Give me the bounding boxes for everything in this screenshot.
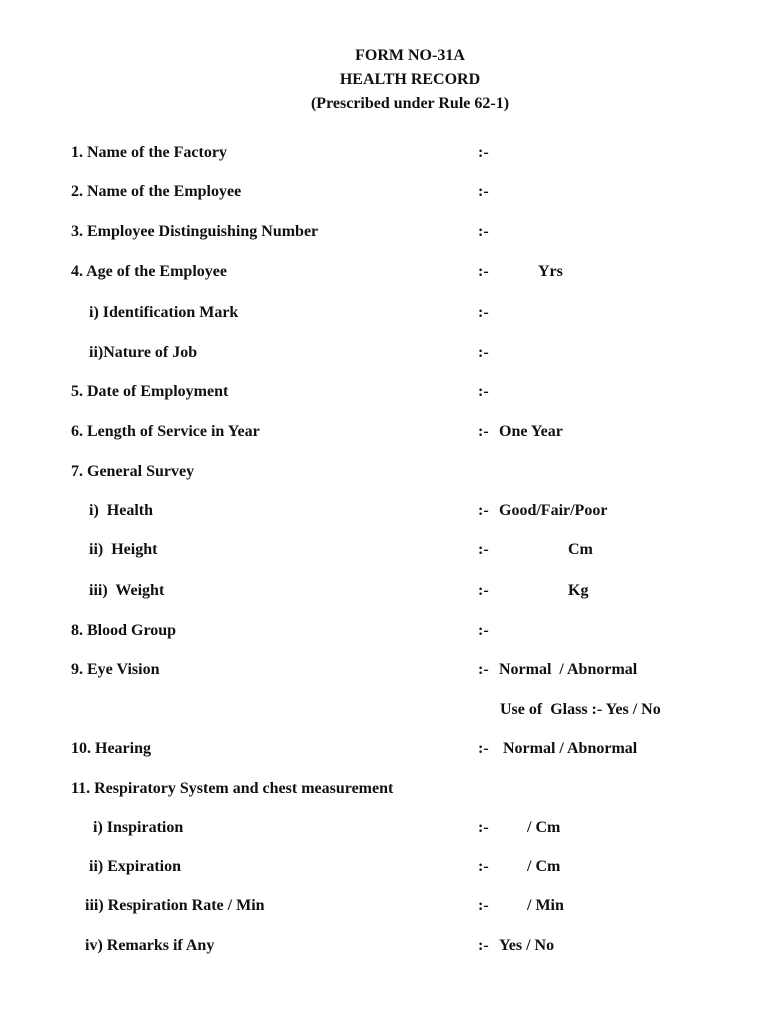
field-label: 2. Name of the Employee xyxy=(71,183,242,200)
field-separator: :- xyxy=(478,541,489,558)
field-health xyxy=(0,500,768,522)
field-value: / Cm xyxy=(527,858,561,875)
field-separator: :- xyxy=(478,423,489,440)
section-heading: 11. Respiratory System and chest measurement xyxy=(71,780,394,797)
field-label: i) Identification Mark xyxy=(89,304,239,321)
field-label: iv) Remarks if Any xyxy=(85,937,215,954)
field-value: / Cm xyxy=(527,819,561,836)
field-distinguishing-number xyxy=(0,221,768,243)
field-hearing xyxy=(0,738,768,760)
field-label: ii)Nature of Job xyxy=(89,344,198,361)
form-number: FORM NO-31A xyxy=(355,47,465,64)
field-separator: :- xyxy=(478,819,489,836)
field-blood-group xyxy=(0,620,768,642)
field-value: One Year xyxy=(499,423,563,440)
field-label: iii) Weight xyxy=(89,582,165,599)
field-height xyxy=(0,539,768,561)
field-employee-name xyxy=(0,181,768,203)
field-label: iii) Respiration Rate / Min xyxy=(85,897,265,914)
field-separator: :- xyxy=(478,383,489,400)
field-use-of-glass xyxy=(0,699,768,721)
field-separator: :- xyxy=(478,183,489,200)
field-label: 10. Hearing xyxy=(71,740,151,757)
field-separator: :- xyxy=(478,304,489,321)
field-factory-name xyxy=(0,142,768,164)
field-separator: :- xyxy=(478,661,489,678)
field-value: Kg xyxy=(568,582,589,599)
field-separator: :- xyxy=(478,502,489,519)
field-separator: :- xyxy=(478,937,489,954)
field-separator: :- xyxy=(478,263,489,280)
field-value: Use of Glass :- Yes / No xyxy=(500,701,661,718)
field-label: 4. Age of the Employee xyxy=(71,263,227,280)
field-label: 6. Length of Service in Year xyxy=(71,423,260,440)
field-date-of-employment xyxy=(0,381,768,403)
field-value: Yrs xyxy=(538,263,563,280)
field-value: Good/Fair/Poor xyxy=(499,502,608,519)
form-header xyxy=(0,44,768,116)
form-subtitle: (Prescribed under Rule 62-1) xyxy=(310,95,510,112)
field-label: 8. Blood Group xyxy=(71,622,177,639)
field-label: i) Inspiration xyxy=(93,819,184,836)
field-label: i) Health xyxy=(89,502,153,519)
field-separator: :- xyxy=(478,144,489,161)
field-value: Yes / No xyxy=(499,937,555,954)
field-value: Normal / Abnormal xyxy=(499,661,638,678)
field-label: ii) Expiration xyxy=(89,858,182,875)
section-heading: 7. General Survey xyxy=(71,463,195,480)
field-weight xyxy=(0,580,768,602)
field-separator: :- xyxy=(478,622,489,639)
field-eye-vision xyxy=(0,659,768,681)
field-age xyxy=(0,261,768,283)
field-expiration xyxy=(0,856,768,878)
field-identification-mark xyxy=(0,302,768,324)
field-label: ii) Height xyxy=(89,541,158,558)
field-remarks xyxy=(0,935,768,957)
field-separator: :- xyxy=(478,344,489,361)
field-label: 9. Eye Vision xyxy=(71,661,160,678)
form-title: HEALTH RECORD xyxy=(339,71,481,88)
field-label: 3. Employee Distinguishing Number xyxy=(71,223,319,240)
section-respiratory xyxy=(0,778,768,800)
field-value: / Min xyxy=(527,897,564,914)
section-general-survey xyxy=(0,461,768,483)
field-separator: :- xyxy=(478,897,489,914)
field-length-of-service xyxy=(0,421,768,443)
field-separator: :- xyxy=(478,582,489,599)
field-separator: :- xyxy=(478,740,489,757)
field-inspiration xyxy=(0,817,768,839)
field-value: Normal / Abnormal xyxy=(503,740,638,757)
field-respiration-rate xyxy=(0,895,768,917)
field-separator: :- xyxy=(478,858,489,875)
field-separator: :- xyxy=(478,223,489,240)
field-label: 5. Date of Employment xyxy=(71,383,229,400)
field-value: Cm xyxy=(568,541,593,558)
field-nature-of-job xyxy=(0,342,768,364)
field-label: 1. Name of the Factory xyxy=(71,144,227,161)
